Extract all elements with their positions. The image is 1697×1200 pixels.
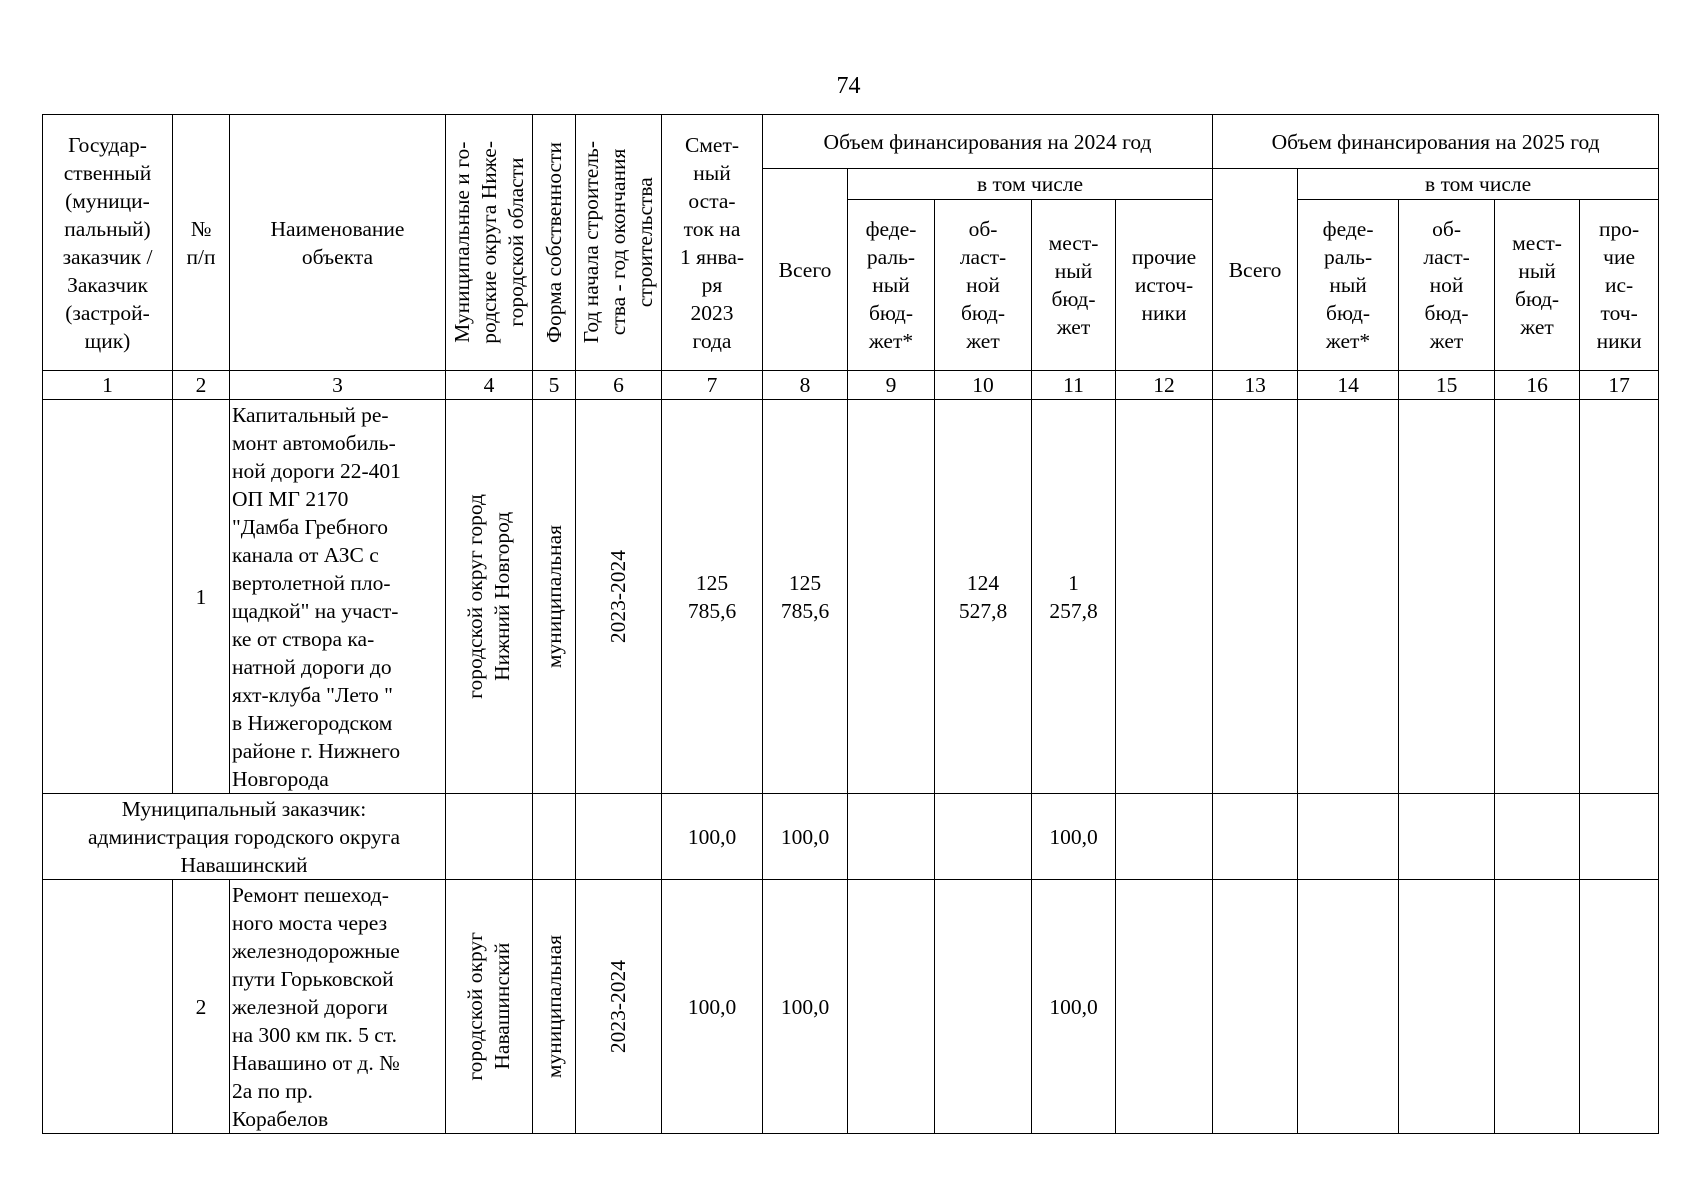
empty-cell bbox=[1116, 794, 1213, 880]
row2-total-2025 bbox=[1213, 880, 1298, 1134]
row1-total-2024: 125 785,6 bbox=[763, 400, 848, 794]
col-number: 3 bbox=[230, 371, 446, 400]
row1-ownership-cell bbox=[533, 400, 576, 794]
header-incl-2024: в том числе bbox=[848, 169, 1213, 200]
row1-customer bbox=[43, 400, 173, 794]
header-ownership: Форма собственности bbox=[541, 141, 566, 344]
header-local-2024: мест- ный бюд- жет bbox=[1032, 200, 1116, 371]
col-number: 10 bbox=[935, 371, 1032, 400]
col-number: 8 bbox=[763, 371, 848, 400]
header-years-cell bbox=[576, 115, 662, 371]
col-number: 17 bbox=[1580, 371, 1659, 400]
row2-regional-2025 bbox=[1399, 880, 1495, 1134]
row2-district-cell bbox=[446, 880, 533, 1134]
row1-years-cell bbox=[576, 400, 662, 794]
customer-label: Муниципальный заказчик: администрация городского округа Навашинский bbox=[43, 794, 446, 880]
col-number: 9 bbox=[848, 371, 935, 400]
row2-number: 2 bbox=[173, 880, 230, 1134]
header-other-2025: про- чие ис- точ- ники bbox=[1580, 200, 1659, 371]
empty-cell bbox=[576, 794, 662, 880]
row2-balance: 100,0 bbox=[662, 880, 763, 1134]
customer-local-2024: 100,0 bbox=[1032, 794, 1116, 880]
table-row bbox=[43, 400, 1659, 794]
row1-local-2025 bbox=[1495, 400, 1580, 794]
header-years: Год начала строитель- ства - год окончания строительства bbox=[579, 141, 657, 344]
header-number: № п/п bbox=[173, 115, 230, 371]
header-total-2025: Всего bbox=[1213, 169, 1298, 371]
page-number: 74 bbox=[836, 73, 861, 99]
header-federal-2024: феде- раль- ный бюд- жет* bbox=[848, 200, 935, 371]
row1-federal-2024 bbox=[848, 400, 935, 794]
row2-other-2024 bbox=[1116, 880, 1213, 1134]
row1-regional-2025 bbox=[1399, 400, 1495, 794]
empty-cell bbox=[1399, 794, 1495, 880]
empty-cell bbox=[848, 794, 935, 880]
col-number: 1 bbox=[43, 371, 173, 400]
col-number: 15 bbox=[1399, 371, 1495, 400]
col-number: 6 bbox=[576, 371, 662, 400]
row1-other-2024 bbox=[1116, 400, 1213, 794]
empty-cell bbox=[1213, 794, 1298, 880]
row2-local-2025 bbox=[1495, 880, 1580, 1134]
row1-number: 1 bbox=[173, 400, 230, 794]
row2-years: 2023-2024 bbox=[606, 959, 630, 1054]
row2-ownership: муниципальная bbox=[541, 934, 566, 1079]
table-row bbox=[43, 880, 1659, 1134]
row1-federal-2025 bbox=[1298, 400, 1399, 794]
header-federal-2025: феде- раль- ный бюд- жет* bbox=[1298, 200, 1399, 371]
empty-cell bbox=[935, 794, 1032, 880]
header-district-cell bbox=[446, 115, 533, 371]
header-balance: Смет- ный оста- ток на 1 янва- ря 2023 года bbox=[662, 115, 763, 371]
row2-customer bbox=[43, 880, 173, 1134]
row1-district-cell bbox=[446, 400, 533, 794]
row2-federal-2024 bbox=[848, 880, 935, 1134]
row2-ownership-cell bbox=[533, 880, 576, 1134]
header-row-1 bbox=[43, 115, 1659, 169]
header-ownership-cell bbox=[533, 115, 576, 371]
row1-regional-2024: 124 527,8 bbox=[935, 400, 1032, 794]
customer-row bbox=[43, 794, 1659, 880]
row1-years: 2023-2024 bbox=[606, 549, 630, 644]
row1-local-2024: 1 257,8 bbox=[1032, 400, 1116, 794]
empty-cell bbox=[446, 794, 533, 880]
col-number: 13 bbox=[1213, 371, 1298, 400]
row1-total-2025 bbox=[1213, 400, 1298, 794]
row1-district: городской округ город Нижний Новгород bbox=[463, 494, 514, 699]
header-object-name: Наименование объекта bbox=[230, 115, 446, 371]
col-number: 4 bbox=[446, 371, 533, 400]
col-number: 14 bbox=[1298, 371, 1399, 400]
empty-cell bbox=[1298, 794, 1399, 880]
header-regional-2024: об- ласт- ной бюд- жет bbox=[935, 200, 1032, 371]
row2-federal-2025 bbox=[1298, 880, 1399, 1134]
row2-other-2025 bbox=[1580, 880, 1659, 1134]
row2-district: городской округ Навашинский bbox=[463, 932, 514, 1081]
header-district: Муниципальные и го- родские округа Ниже- городской области bbox=[449, 141, 528, 344]
row1-ownership: муниципальная bbox=[541, 524, 566, 669]
empty-cell bbox=[1495, 794, 1580, 880]
col-number: 11 bbox=[1032, 371, 1116, 400]
row1-other-2025 bbox=[1580, 400, 1659, 794]
col-number: 7 bbox=[662, 371, 763, 400]
financing-table bbox=[42, 114, 1659, 1134]
row2-object-name: Ремонт пешеход- ного моста через железнодорожные пути Горьковской железной дороги на 300 км пк. 5 ст. Навашино от д. № 2а по пр. Корабелов bbox=[230, 880, 446, 1134]
customer-balance: 100,0 bbox=[662, 794, 763, 880]
header-other-2024: прочие источ- ники bbox=[1116, 200, 1213, 371]
empty-cell bbox=[533, 794, 576, 880]
row2-local-2024: 100,0 bbox=[1032, 880, 1116, 1134]
col-number: 5 bbox=[533, 371, 576, 400]
customer-total-2024: 100,0 bbox=[763, 794, 848, 880]
header-customer: Государ- ственный (муници- пальный) заказчик / Заказчик (застрой- щик) bbox=[43, 115, 173, 371]
header-group-2024: Объем финансирования на 2024 год bbox=[763, 115, 1213, 169]
header-incl-2025: в том числе bbox=[1298, 169, 1659, 200]
empty-cell bbox=[1580, 794, 1659, 880]
col-number: 12 bbox=[1116, 371, 1213, 400]
col-number: 2 bbox=[173, 371, 230, 400]
row1-object-name: Капитальный ре- монт автомобиль- ной дороги 22-401 ОП МГ 2170 "Дамба Гребного канала от АЗС с вертолетной пло- щадкой" на участ- ке от створа ка- натной дороги до яхт-клуба "Лето " в Нижегородском районе г. Нижнего Новгорода bbox=[230, 400, 446, 794]
header-group-2025: Объем финансирования на 2025 год bbox=[1213, 115, 1659, 169]
header-regional-2025: об- ласт- ной бюд- жет bbox=[1399, 200, 1495, 371]
row2-years-cell bbox=[576, 880, 662, 1134]
row1-balance: 125 785,6 bbox=[662, 400, 763, 794]
column-number-row bbox=[43, 371, 1659, 400]
header-local-2025: мест- ный бюд- жет bbox=[1495, 200, 1580, 371]
col-number: 16 bbox=[1495, 371, 1580, 400]
header-total-2024: Всего bbox=[763, 169, 848, 371]
row2-regional-2024 bbox=[935, 880, 1032, 1134]
row2-total-2024: 100,0 bbox=[763, 880, 848, 1134]
